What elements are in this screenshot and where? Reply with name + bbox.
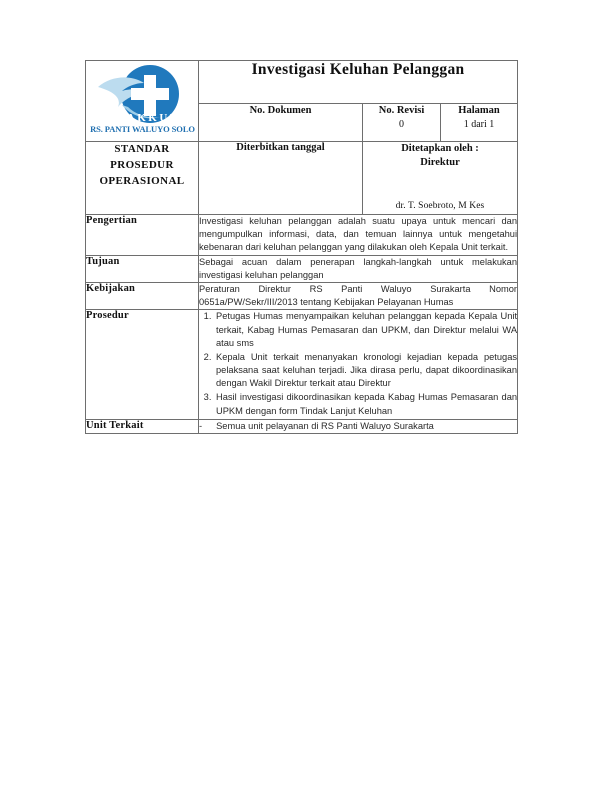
sop-document-table [85, 60, 518, 434]
logo-wordmark: YAKKUM [116, 112, 183, 124]
row-label-unit-terkait: Unit Terkait [86, 419, 199, 433]
spo-line-1: STANDAR [114, 143, 170, 155]
diterbitkan-label: Diterbitkan tanggal [236, 142, 325, 153]
halaman-cell [441, 104, 518, 142]
signer-name: dr. T. Soebroto, M Kes [395, 201, 485, 211]
unit-terkait-text: Semua unit pelayanan di RS Panti Waluyo Surakarta [216, 420, 434, 431]
table-row-approval [86, 142, 518, 215]
prosedur-item: 2. Kepala Unit terkait menanyakan kronologi kejadian kepada petugas pelaksana saat keluhan terjadi. Jika dirasa perlu, dapat dikoordinasikan dengan Wakil Direktur terkait atau Direktur [214, 351, 517, 391]
diterbitkan-tanggal-cell [199, 142, 363, 215]
no-dokumen-cell [199, 104, 363, 142]
prosedur-item: 3. Hasil investigasi dikoordinasikan kepada Kabag Humas Pemasaran dan UPKM dengan form Tindak Lanjut Keluhan [214, 391, 517, 417]
row-body-tujuan: Sebagai acuan dalam penerapan langkah-langkah untuk melakukan investigasi keluhan pelanggan [199, 255, 518, 282]
row-label-kebijakan: Kebijakan [86, 282, 199, 309]
row-body-pengertian: Investigasi keluhan pelanggan adalah suatu upaya untuk mencari dan mengumpulkan informasi, data, dan temuan lainnya untuk mengetahui kebenaran dari keluhan pelanggan yang dilakukan oleh Kepala Unit terkait. [199, 215, 518, 256]
table-row-pengertian [86, 215, 518, 256]
row-label-pengertian: Pengertian [86, 215, 199, 256]
ditetapkan-label: Ditetapkan oleh : [401, 143, 479, 154]
table-row-tujuan [86, 255, 518, 282]
row-body-kebijakan: Peraturan Direktur RS Panti Waluyo Surakarta Nomor 0651a/PW/Sekr/III/2013 tentang Kebijakan Pelayanan Humas [199, 282, 518, 309]
no-dokumen-label: No. Dokumen [249, 105, 312, 116]
row-body-unit-terkait [199, 419, 518, 433]
no-revisi-cell [363, 104, 441, 142]
table-row-unit-terkait [86, 419, 518, 433]
document-title: Investigasi Keluhan Pelanggan [199, 61, 518, 104]
logo-wrap [86, 61, 199, 141]
table-row-title [86, 61, 518, 104]
row-label-prosedur: Prosedur [86, 310, 199, 420]
spo-line-3: OPERASIONAL [99, 174, 185, 187]
spo-line-2: PROSEDUR [110, 158, 174, 171]
logo-caption: RS. PANTI WALUYO SOLO [90, 124, 195, 134]
ditetapkan-role: Direktur [420, 157, 460, 169]
dove-cross-logo-icon [92, 63, 194, 133]
prosedur-list [199, 310, 517, 418]
spo-label-cell [86, 142, 199, 215]
row-label-tujuan: Tujuan [86, 255, 199, 282]
no-revisi-value: 0 [399, 119, 404, 131]
hospital-logo-cell [86, 61, 199, 142]
no-revisi-label: No. Revisi [378, 105, 425, 116]
table-row-kebijakan [86, 282, 518, 309]
row-body-prosedur [199, 310, 518, 420]
table-row-prosedur [86, 310, 518, 420]
unit-terkait-bullet: - [199, 420, 203, 431]
ditetapkan-oleh-cell [363, 142, 518, 215]
halaman-value: 1 dari 1 [463, 119, 495, 131]
prosedur-item: 1. Petugas Humas menyampaikan keluhan pelanggan kepada Kepala Unit terkait, Kabag Humas Pemasaran dan UPKM, dan Direktur melalui WA atau sms [214, 310, 517, 350]
halaman-label: Halaman [458, 105, 500, 116]
